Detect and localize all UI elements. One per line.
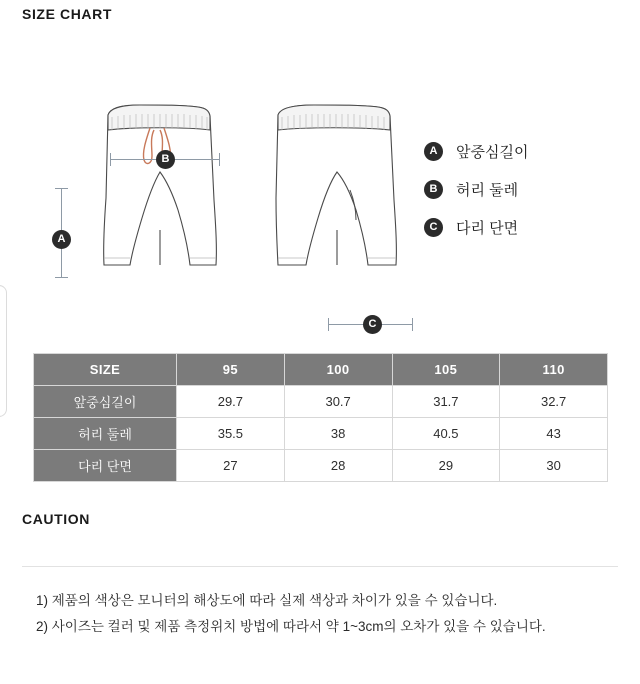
table-row — [34, 386, 608, 418]
size-table — [33, 353, 608, 482]
legend-badge-c: C — [424, 218, 443, 237]
page-title-caution: CAUTION — [22, 511, 90, 527]
cell-waist-100: 38 — [284, 418, 392, 450]
column-header-size: SIZE — [34, 354, 177, 386]
table-row — [34, 450, 608, 482]
caution-item-2: 2) 사이즈는 컬러 및 제품 측정위치 방법에 따라서 약 1~3cm의 오차가 있을 수 있습니다. — [36, 618, 546, 634]
measure-tick-c-left — [328, 318, 329, 331]
legend-badge-b: B — [424, 180, 443, 199]
measurement-diagram — [0, 60, 640, 330]
diagram-badge-c: C — [363, 315, 382, 334]
cell-leg-110: 30 — [500, 450, 608, 482]
legend-item-c — [424, 208, 528, 246]
legend-badge-a: A — [424, 142, 443, 161]
diagram-badge-b: B — [156, 150, 175, 169]
measure-tick-a-top — [55, 188, 68, 189]
measure-tick-b-right — [219, 153, 220, 166]
cell-front-rise-110: 32.7 — [500, 386, 608, 418]
cell-front-rise-105: 31.7 — [392, 386, 500, 418]
table-row — [34, 418, 608, 450]
legend-item-a — [424, 132, 528, 170]
measure-tick-c-right — [412, 318, 413, 331]
legend-label-a: 앞중심길이 — [456, 143, 529, 161]
column-header-95: 95 — [177, 354, 285, 386]
cell-leg-95: 27 — [177, 450, 285, 482]
cell-waist-110: 43 — [500, 418, 608, 450]
cell-leg-100: 28 — [284, 450, 392, 482]
column-header-110: 110 — [500, 354, 608, 386]
measure-tick-a-bottom — [55, 277, 68, 278]
table-header-row — [34, 354, 608, 386]
shorts-front-illustration — [78, 60, 238, 320]
cell-waist-95: 35.5 — [177, 418, 285, 450]
column-header-105: 105 — [392, 354, 500, 386]
cell-waist-105: 40.5 — [392, 418, 500, 450]
row-header-front-rise: 앞중심길이 — [34, 386, 177, 418]
cell-front-rise-95: 29.7 — [177, 386, 285, 418]
measurement-legend — [424, 132, 528, 246]
caution-list — [36, 588, 616, 639]
legend-label-c: 다리 단면 — [456, 219, 519, 237]
column-header-100: 100 — [284, 354, 392, 386]
cell-front-rise-100: 30.7 — [284, 386, 392, 418]
legend-item-b — [424, 170, 528, 208]
page-title-size-chart: SIZE CHART — [22, 6, 112, 22]
legend-label-b: 허리 둘레 — [456, 181, 519, 199]
cell-leg-105: 29 — [392, 450, 500, 482]
measure-tick-b-left — [110, 153, 111, 166]
caution-divider — [22, 566, 618, 567]
row-header-leg-opening: 다리 단면 — [34, 450, 177, 482]
diagram-badge-a: A — [52, 230, 71, 249]
caution-item-1: 1) 제품의 색상은 모니터의 해상도에 따라 실제 색상과 차이가 있을 수 있습니다. — [36, 593, 498, 608]
row-header-waist: 허리 둘레 — [34, 418, 177, 450]
shorts-back-illustration — [252, 60, 422, 320]
